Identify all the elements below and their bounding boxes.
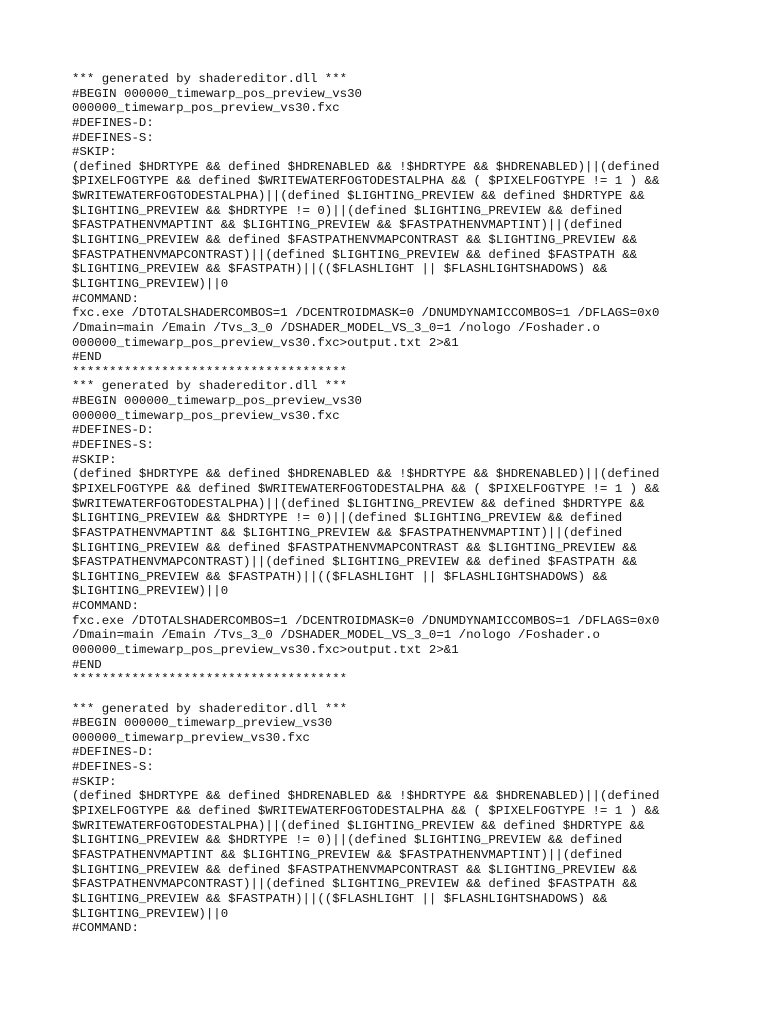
text-line: $LIGHTING_PREVIEW && defined $FASTPATHENVMAPCONTRAST && $LIGHTING_PREVIEW && [72, 540, 638, 555]
text-line: #COMMAND: [72, 599, 139, 614]
text-line: (defined $HDRTYPE && defined $HDRENABLED && !$HDRTYPE && $HDRENABLED)||(defined [72, 159, 660, 174]
text-line: #DEFINES-S: [72, 760, 154, 775]
text-line: /Dmain=main /Emain /Tvs_3_0 /DSHADER_MODEL_VS_3_0=1 /nologo /Foshader.o [72, 320, 600, 335]
text-line: $LIGHTING_PREVIEW && defined $FASTPATHENVMAPCONTRAST && $LIGHTING_PREVIEW && [72, 233, 638, 248]
text-line: $LIGHTING_PREVIEW)||0 [72, 906, 229, 921]
text-line: #BEGIN 000000_timewarp_pos_preview_vs30 [72, 86, 362, 101]
text-line: #END [72, 350, 102, 365]
text-line: *** generated by shadereditor.dll *** [72, 379, 348, 394]
text-line: 000000_timewarp_pos_preview_vs30.fxc>output.txt 2>&1 [72, 335, 459, 350]
text-line: $LIGHTING_PREVIEW && $HDRTYPE != 0)||(defined $LIGHTING_PREVIEW && defined [72, 203, 623, 218]
text-line: $WRITEWATERFOGTODESTALPHA)||(defined $LIGHTING_PREVIEW && defined $HDRTYPE && [72, 189, 645, 204]
text-line: $LIGHTING_PREVIEW)||0 [72, 584, 229, 599]
text-line: /Dmain=main /Emain /Tvs_3_0 /DSHADER_MODEL_VS_3_0=1 /nologo /Foshader.o [72, 628, 600, 643]
text-line: $LIGHTING_PREVIEW && defined $FASTPATHENVMAPCONTRAST && $LIGHTING_PREVIEW && [72, 862, 638, 877]
text-line: fxc.exe /DTOTALSHADERCOMBOS=1 /DCENTROIDMASK=0 /DNUMDYNAMICCOMBOS=1 /DFLAGS=0x0 [72, 613, 660, 628]
text-line: #DEFINES-S: [72, 438, 154, 453]
text-line: $LIGHTING_PREVIEW && $HDRTYPE != 0)||(defined $LIGHTING_PREVIEW && defined [72, 511, 623, 526]
text-line: (defined $HDRTYPE && defined $HDRENABLED && !$HDRTYPE && $HDRENABLED)||(defined [72, 467, 660, 482]
text-line: $PIXELFOGTYPE && defined $WRITEWATERFOGTODESTALPHA && ( $PIXELFOGTYPE != 1 ) && [72, 804, 660, 819]
text-line: #SKIP: [72, 145, 117, 160]
text-line: 000000_timewarp_pos_preview_vs30.fxc [72, 408, 340, 423]
text-line: $LIGHTING_PREVIEW && $FASTPATH)||(($FLASHLIGHT || $FLASHLIGHTSHADOWS) && [72, 891, 608, 906]
text-line: *** generated by shadereditor.dll *** [72, 72, 348, 86]
text-line: #DEFINES-S: [72, 130, 154, 145]
text-line: #COMMAND: [72, 291, 139, 306]
text-line: 000000_timewarp_pos_preview_vs30.fxc>output.txt 2>&1 [72, 642, 459, 657]
text-line: $FASTPATHENVMAPTINT && $LIGHTING_PREVIEW && $FASTPATHENVMAPTINT)||(defined [72, 847, 623, 862]
text-line [72, 936, 712, 951]
text-line: 000000_timewarp_preview_vs30.fxc [72, 730, 310, 745]
text-line: $FASTPATHENVMAPTINT && $LIGHTING_PREVIEW && $FASTPATHENVMAPTINT)||(defined [72, 218, 623, 233]
separator-line: ************************************* [72, 364, 348, 379]
text-line: $FASTPATHENVMAPCONTRAST)||(defined $LIGHTING_PREVIEW && defined $FASTPATH && [72, 877, 638, 892]
text-line: 000000_timewarp_pos_preview_vs30.fxc [72, 101, 340, 116]
text-line: $PIXELFOGTYPE && defined $WRITEWATERFOGTODESTALPHA && ( $PIXELFOGTYPE != 1 ) && [72, 174, 660, 189]
text-line: $PIXELFOGTYPE && defined $WRITEWATERFOGTODESTALPHA && ( $PIXELFOGTYPE != 1 ) && [72, 481, 660, 496]
text-line: #SKIP: [72, 452, 117, 467]
text-line: #DEFINES-D: [72, 115, 154, 130]
text-line: #DEFINES-D: [72, 423, 154, 438]
text-line: #END [72, 657, 102, 672]
text-line: $LIGHTING_PREVIEW)||0 [72, 276, 229, 291]
text-line: $FASTPATHENVMAPCONTRAST)||(defined $LIGHTING_PREVIEW && defined $FASTPATH && [72, 555, 638, 570]
text-line: #DEFINES-D: [72, 745, 154, 760]
separator-line [72, 687, 712, 702]
text-line: $WRITEWATERFOGTODESTALPHA)||(defined $LIGHTING_PREVIEW && defined $HDRTYPE && [72, 496, 645, 511]
document-page [72, 72, 712, 950]
text-line: $FASTPATHENVMAPTINT && $LIGHTING_PREVIEW && $FASTPATHENVMAPTINT)||(defined [72, 525, 623, 540]
text-line: $FASTPATHENVMAPCONTRAST)||(defined $LIGHTING_PREVIEW && defined $FASTPATH && [72, 247, 638, 262]
text-line: #COMMAND: [72, 921, 139, 936]
text-line: $LIGHTING_PREVIEW && $HDRTYPE != 0)||(defined $LIGHTING_PREVIEW && defined [72, 833, 623, 848]
text-line: (defined $HDRTYPE && defined $HDRENABLED && !$HDRTYPE && $HDRENABLED)||(defined [72, 789, 660, 804]
blank-line: *** generated by shadereditor.dll *** [72, 701, 348, 716]
text-line: #BEGIN 000000_timewarp_preview_vs30 [72, 716, 333, 731]
text-line: ************************************* [72, 672, 348, 687]
text-line: $LIGHTING_PREVIEW && $FASTPATH)||(($FLASHLIGHT || $FLASHLIGHTSHADOWS) && [72, 569, 608, 584]
text-line: #BEGIN 000000_timewarp_pos_preview_vs30 [72, 394, 362, 409]
text-line: fxc.exe /DTOTALSHADERCOMBOS=1 /DCENTROIDMASK=0 /DNUMDYNAMICCOMBOS=1 /DFLAGS=0x0 [72, 306, 660, 321]
text-line: #SKIP: [72, 774, 117, 789]
text-line: $LIGHTING_PREVIEW && $FASTPATH)||(($FLASHLIGHT || $FLASHLIGHTSHADOWS) && [72, 262, 608, 277]
text-line: $WRITEWATERFOGTODESTALPHA)||(defined $LIGHTING_PREVIEW && defined $HDRTYPE && [72, 818, 645, 833]
